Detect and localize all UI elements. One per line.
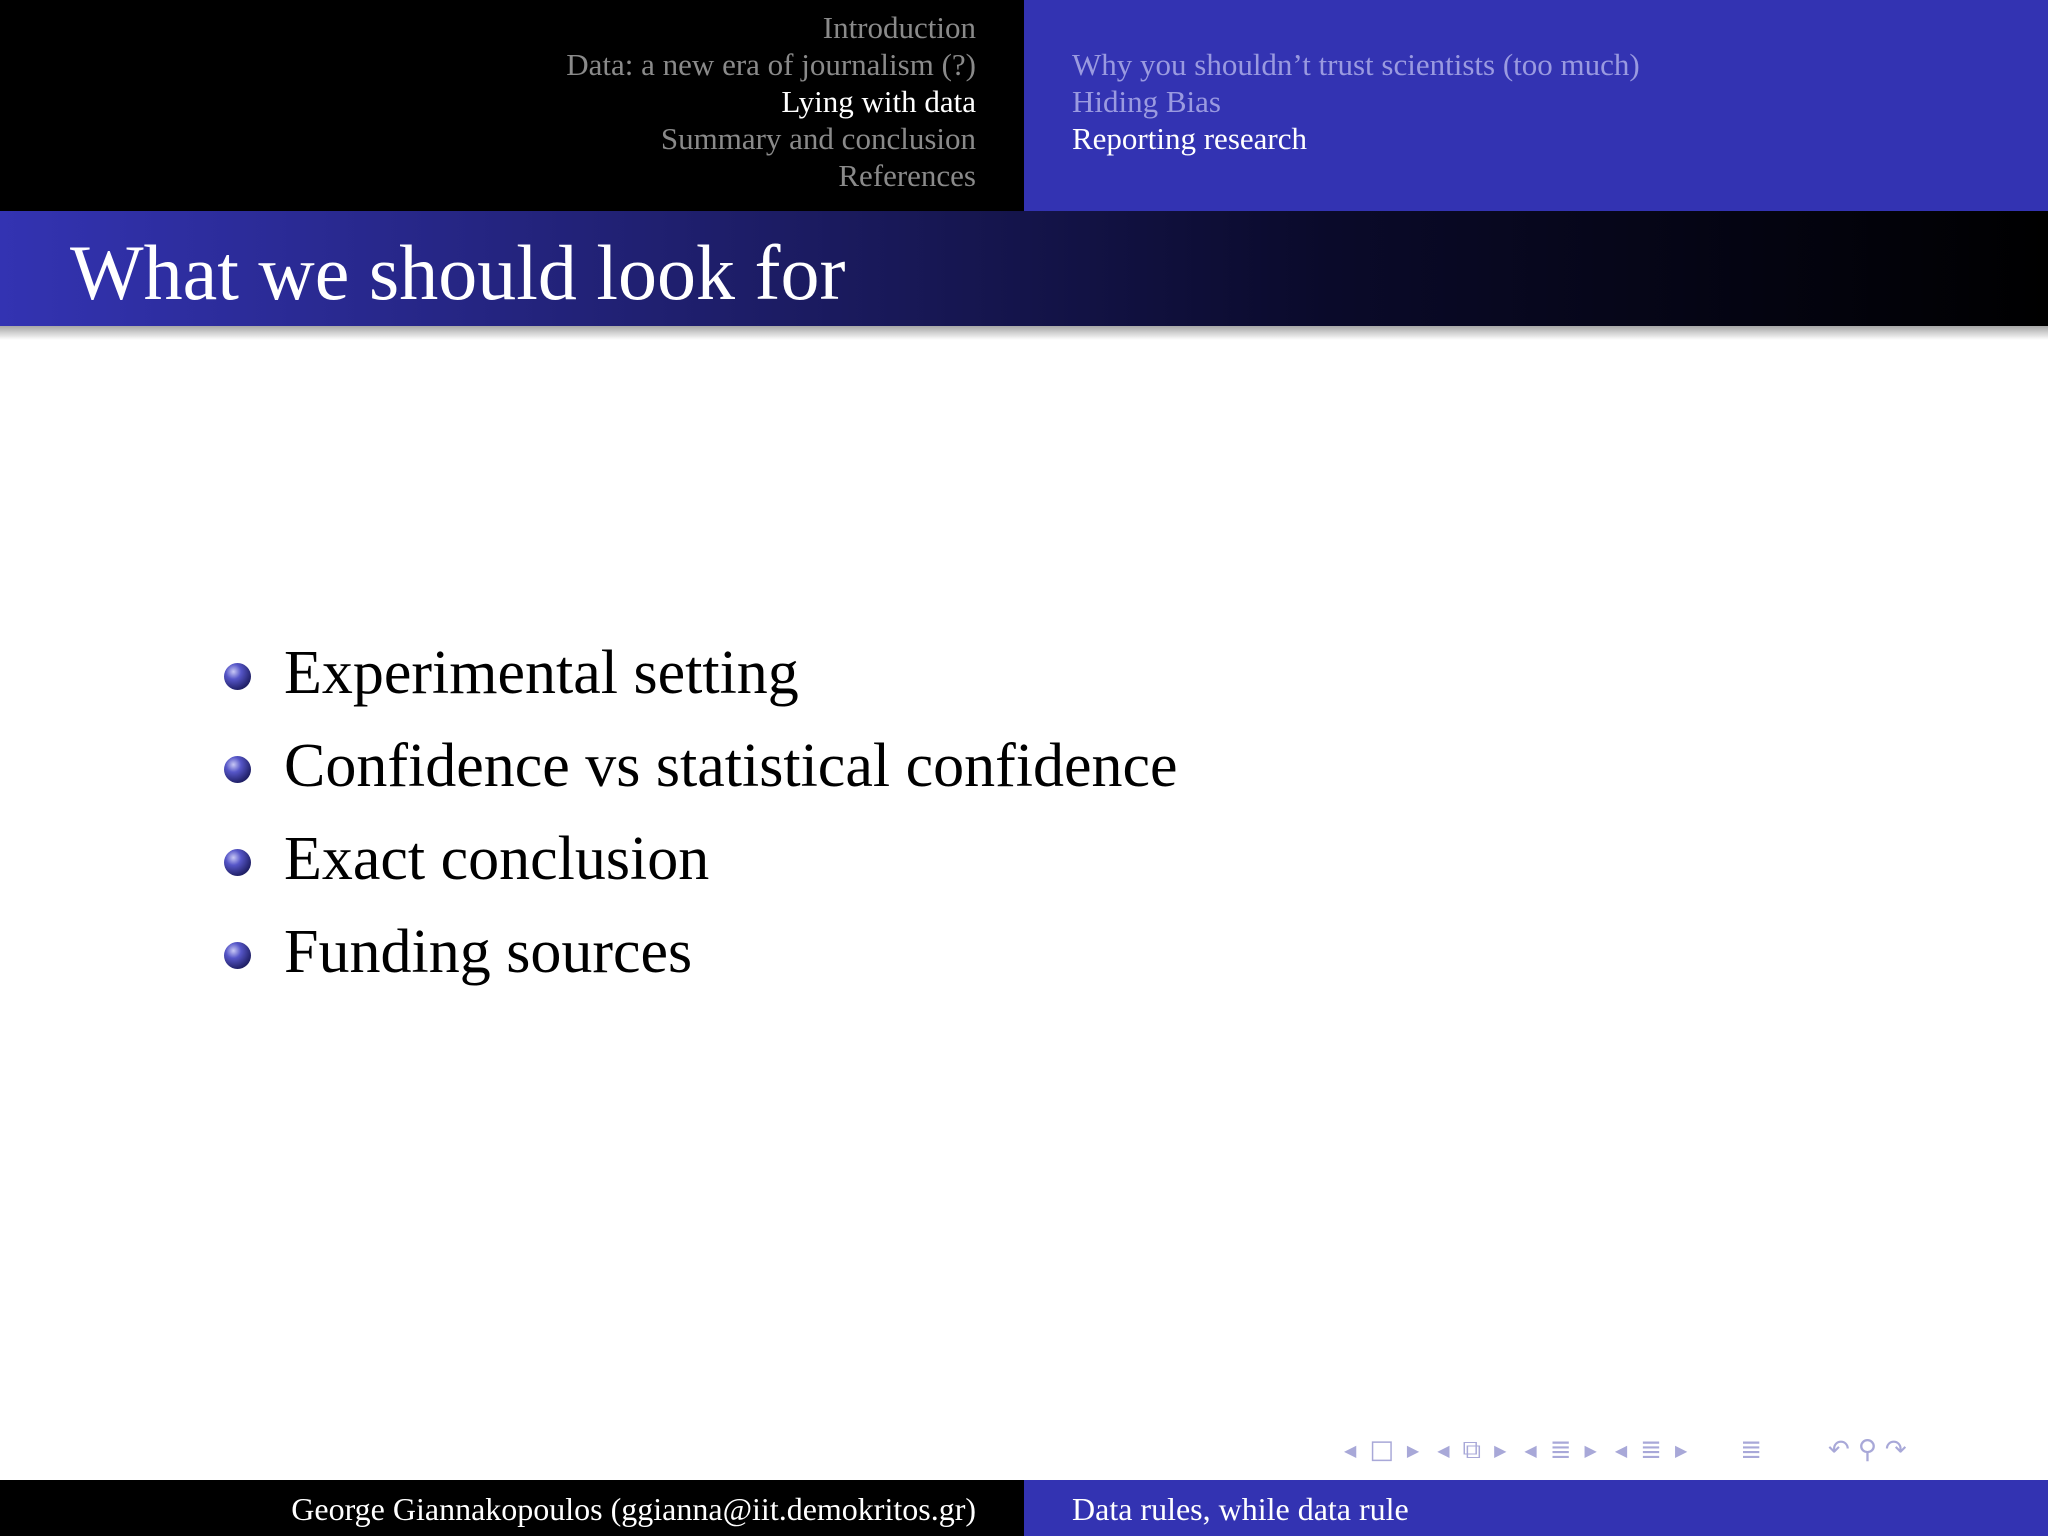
subsection-list: [1072, 46, 1640, 157]
document-nav-icon[interactable]: ≣: [1740, 1435, 1763, 1465]
title-shadow: [0, 326, 2048, 340]
section-link-references[interactable]: References: [838, 158, 976, 193]
bullet-list: [222, 627, 1178, 999]
section-navigation-panel: [0, 0, 1024, 211]
presentation-title: Data rules, while data rule: [1072, 1491, 1409, 1527]
frame-title: What we should look for: [70, 229, 846, 316]
back-icon[interactable]: ↶: [1828, 1435, 1850, 1465]
subsection-nav-icon[interactable]: ≣: [1549, 1435, 1572, 1465]
section-nav-icon[interactable]: ≣: [1640, 1435, 1662, 1465]
navigation-symbols: [1335, 1432, 1911, 1468]
bullet-item: [222, 906, 1178, 999]
bullet-item: [222, 813, 1178, 906]
section-link-data-new-era[interactable]: Data: a new era of journalism (?): [566, 47, 976, 82]
frame-nav-icon[interactable]: ⧉: [1462, 1434, 1482, 1465]
frame-title-bar: [0, 211, 2048, 326]
previous-subsection-icon[interactable]: ◀: [1524, 1440, 1537, 1460]
slide-nav-icon[interactable]: □: [1369, 1435, 1394, 1465]
next-subsection-icon[interactable]: ▶: [1584, 1440, 1597, 1460]
previous-slide-icon[interactable]: ◀: [1344, 1440, 1357, 1460]
section-link-introduction[interactable]: Introduction: [822, 10, 976, 45]
previous-section-icon[interactable]: ◀: [1614, 1440, 1628, 1460]
author-info: George Giannakopoulos (ggianna@iit.demokritos.gr): [291, 1491, 976, 1527]
bullet-text: Exact conclusion: [284, 825, 710, 893]
subsection-navigation-panel: [1024, 0, 2048, 211]
next-section-icon[interactable]: ▶: [1674, 1440, 1688, 1460]
search-icon[interactable]: ⚲: [1857, 1435, 1877, 1465]
subsection-link-trust-scientists[interactable]: Why you shouldn’t trust scientists (too much): [1072, 47, 1640, 82]
bullet-ball-icon: [224, 756, 251, 783]
bullet-item: [222, 720, 1178, 813]
subsection-link-reporting-research[interactable]: Reporting research: [1072, 121, 1307, 156]
bullet-ball-icon: [224, 942, 251, 969]
section-list: [566, 9, 976, 194]
headline-navigation: [0, 0, 2048, 211]
footline-author-panel: [0, 1480, 1024, 1536]
bullet-item: [222, 627, 1178, 720]
bullet-ball-icon: [224, 663, 251, 690]
bullet-text: Funding sources: [284, 918, 693, 986]
next-frame-icon[interactable]: ▶: [1494, 1440, 1507, 1460]
section-link-lying-with-data[interactable]: Lying with data: [781, 84, 976, 119]
subsection-link-hiding-bias[interactable]: Hiding Bias: [1072, 84, 1221, 119]
forward-icon[interactable]: ↷: [1884, 1435, 1907, 1465]
bullet-ball-icon: [224, 849, 251, 876]
bullet-text: Experimental setting: [284, 639, 799, 707]
previous-frame-icon[interactable]: ◀: [1437, 1440, 1450, 1460]
section-link-summary[interactable]: Summary and conclusion: [660, 121, 976, 156]
footline-title-panel: [1024, 1480, 2048, 1536]
next-slide-icon[interactable]: ▶: [1406, 1440, 1420, 1460]
bullet-text: Confidence vs statistical confidence: [284, 732, 1178, 800]
